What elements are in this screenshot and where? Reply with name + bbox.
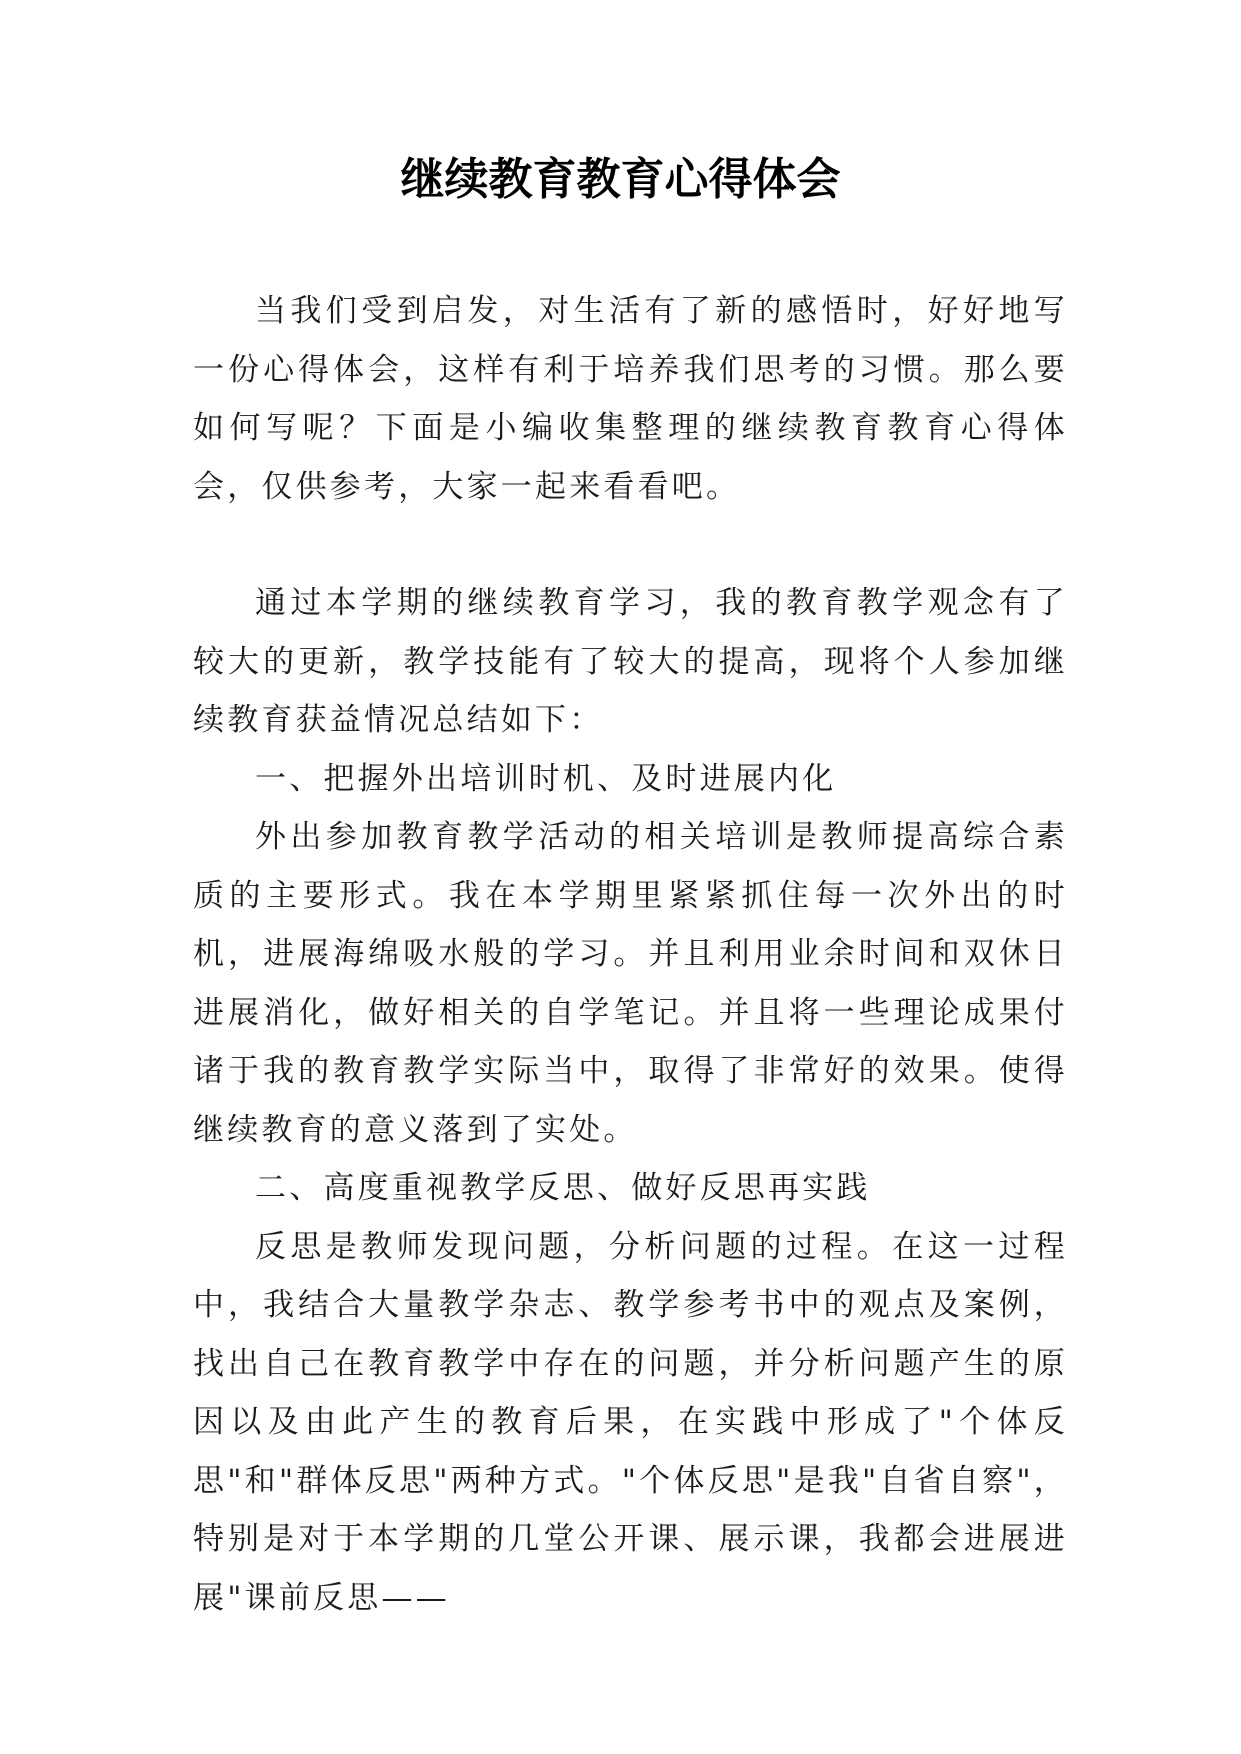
intro-section	[193, 282, 1068, 516]
document-title: 继续教育教育心得体会	[400, 154, 841, 205]
main-section	[193, 574, 1068, 1627]
body-paragraph: 反思是教师发现问题，分析问题的过程。在这一过程中，我结合大量教学杂志、教学参考书中的观点及案例，找出自己在教育教学中存在的问题，并分析问题产生的原因以及由此产生的教育后果，在实践中形成了"个体反思"和"群体反思"两种方式。"个体反思"是我"自省自察"，特别是对于本学期的几堂公开课、展示课，我都会进展进展"课前反思——	[193, 1228, 1068, 1616]
section-heading-2: 二、高度重视教学反思、做好反思再实践	[255, 1170, 871, 1206]
intro-paragraph: 当我们受到启发，对生活有了新的感悟时，好好地写一份心得体会，这样有利于培养我们思考的习惯。那么要如何写呢？下面是小编收集整理的继续教育教育心得体会，仅供参考，大家一起来看看吧。	[193, 293, 1068, 505]
section-heading-1: 一、把握外出培训时机、及时进展内化	[255, 760, 837, 797]
body-paragraph: 外出参加教育教学活动的相关培训是教师提高综合素质的主要形式。我在本学期里紧紧抓住每一次外出的时机，进展海绵吸水般的学习。并且利用业余时间和双休日进展消化，做好相关的自学笔记。并且将一些理论成果付诸于我的教育教学实际当中，取得了非常好的效果。使得继续教育的意义落到了实处。	[193, 819, 1068, 1148]
body-paragraph: 通过本学期的继续教育学习，我的教育教学观念有了较大的更新，教学技能有了较大的提高，现将个人参加继续教育获益情况总结如下：	[193, 585, 1068, 738]
